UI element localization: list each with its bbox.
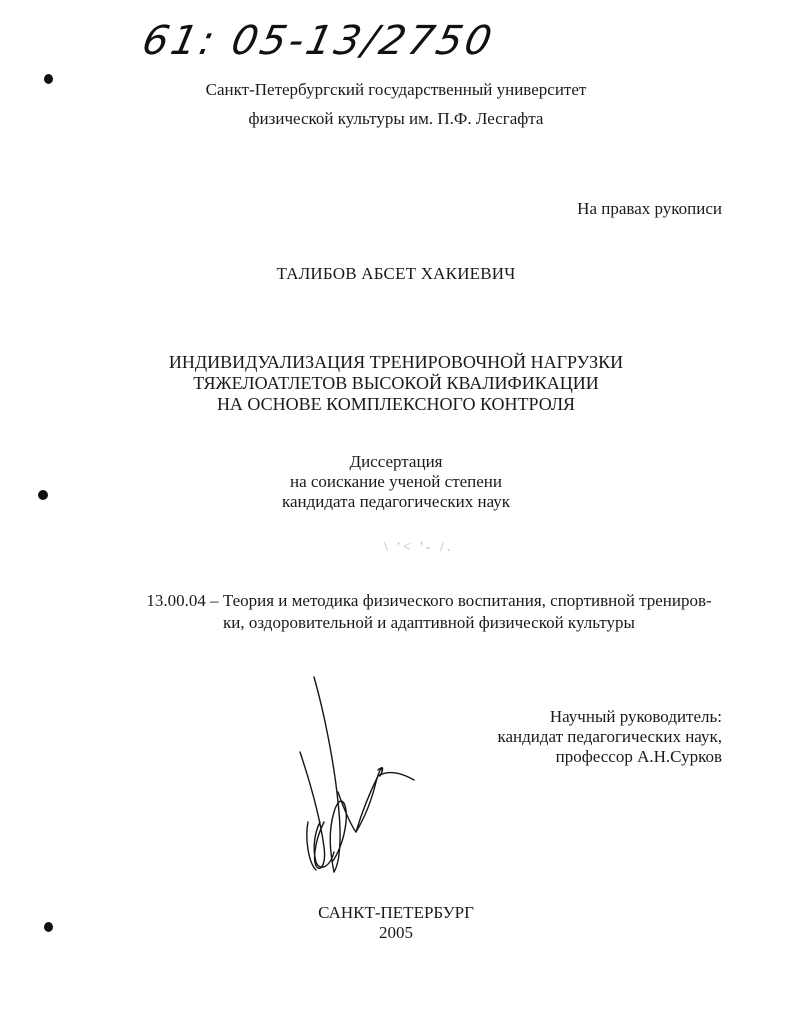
- faint-stamp-mark: \ '< '- /.: [384, 540, 454, 555]
- archive-number: 61: 05-13/2750: [138, 18, 499, 64]
- author-name: ТАЛИБОВ АБСЕТ ХАКИЕВИЧ: [276, 264, 516, 283]
- supervisor-name: профессор А.Н.Сурков: [555, 747, 722, 766]
- year: 2005: [379, 923, 413, 942]
- supervisor-label: Научный руководитель:: [549, 707, 722, 726]
- degree-field: кандидата педагогических наук: [281, 492, 511, 511]
- university-name: Санкт-Петербургский государственный университет: [205, 80, 587, 99]
- specialty-line: ки, оздоровительной и адаптивной физической культуры: [223, 613, 635, 632]
- dissertation-title-line: ИНДИВИДУАЛИЗАЦИЯ ТРЕНИРОВОЧНОЙ НАГРУЗКИ: [168, 352, 624, 372]
- degree-sought: на соискание ученой степени: [289, 472, 503, 491]
- dissertation-title-line: НА ОСНОВЕ КОМПЛЕКСНОГО КОНТРОЛЯ: [216, 394, 576, 414]
- specialty-line: 13.00.04 – Теория и методика физического воспитания, спортивной трениров-: [146, 591, 712, 610]
- dissertation-title-line: ТЯЖЕЛОАТЛЕТОВ ВЫСОКОЙ КВАЛИФИКАЦИИ: [193, 373, 599, 393]
- work-type: Диссертация: [349, 452, 443, 471]
- city: САНКТ-ПЕТЕРБУРГ: [318, 903, 474, 922]
- signature: [290, 672, 440, 882]
- specialty-code: [132, 590, 726, 634]
- supervisor-degree: кандидат педагогических наук,: [497, 727, 722, 746]
- manuscript-rights: На правах рукописи: [577, 199, 722, 218]
- university-name-cont: физической культуры им. П.Ф. Лесгафта: [248, 109, 544, 128]
